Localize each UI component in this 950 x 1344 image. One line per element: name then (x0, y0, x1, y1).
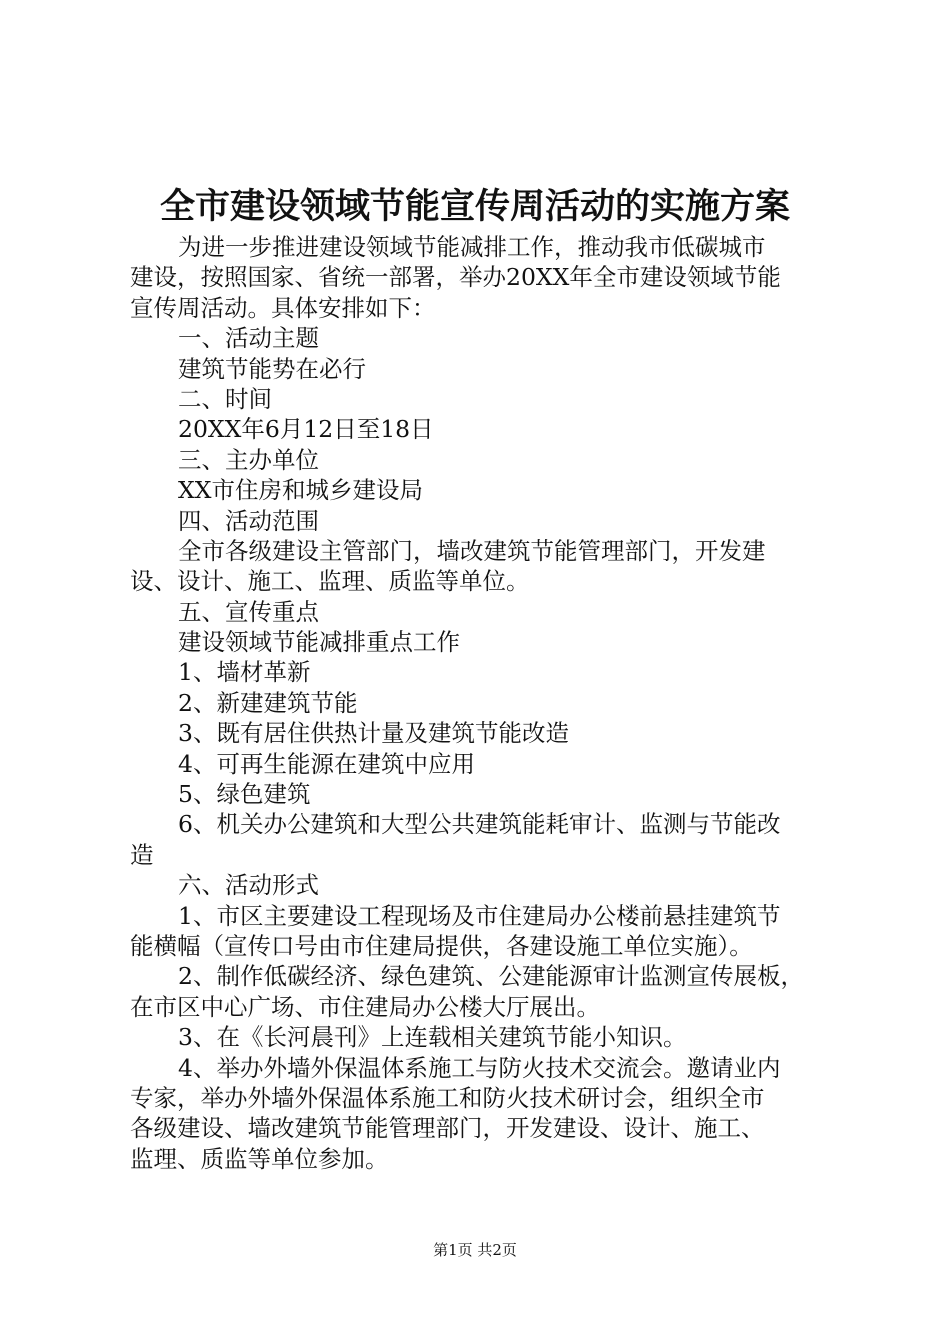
paragraph-line: 四、活动范围 (178, 506, 319, 535)
paragraph-line: 在市区中心广场、市住建局办公楼大厅展出。 (130, 992, 600, 1021)
document-body (130, 232, 830, 1174)
paragraph-line: 监理、质监等单位参加。 (130, 1144, 389, 1173)
paragraph-line: 全市各级建设主管部门，墙改建筑节能管理部门，开发建 (178, 536, 766, 565)
paragraph-line: 3、既有居住供热计量及建筑节能改造 (178, 719, 569, 748)
paragraph-line: 各级建设、墙改建筑节能管理部门，开发建设、设计、施工、 (130, 1114, 765, 1143)
paragraph-line: 建设领域节能减排重点工作 (178, 628, 460, 657)
paragraph-line: 3、在《长河晨刊》上连载相关建筑节能小知识。 (178, 1023, 687, 1052)
paragraph-line: 宣传周活动。具体安排如下： (130, 293, 436, 322)
paragraph-line: 一、活动主题 (178, 324, 319, 353)
document-title: 全市建设领域节能宣传周活动的实施方案 (159, 187, 790, 227)
paragraph-line: 能横幅（宣传口号由市住建局提供，各建设施工单位实施）。 (130, 931, 753, 960)
paragraph-line: 专家，举办外墙外保温体系施工和防火技术研讨会，组织全市 (130, 1083, 765, 1112)
paragraph-line: 设、设计、施工、监理、质监等单位。 (130, 567, 530, 596)
paragraph-line: XX市住房和城乡建设局 (178, 476, 423, 505)
page-footer: 第1页 共2页 (433, 1241, 517, 1259)
paragraph-line: 建设，按照国家、省统一部署，举办20XX年全市建设领域节能 (130, 263, 781, 292)
paragraph-line: 2、新建建筑节能 (178, 688, 358, 717)
paragraph-line: 造 (130, 840, 154, 869)
paragraph-line: 6、机关办公建筑和大型公共建筑能耗审计、监测与节能改 (178, 810, 781, 839)
paragraph-line: 建筑节能势在必行 (178, 354, 366, 383)
paragraph-line: 5、绿色建筑 (178, 780, 311, 809)
paragraph-line: 六、活动形式 (178, 871, 319, 900)
paragraph-line: 三、主办单位 (178, 445, 319, 474)
paragraph-line: 五、宣传重点 (178, 597, 319, 626)
paragraph-line: 4、举办外墙外保温体系施工与防火技术交流会。邀请业内 (178, 1053, 781, 1082)
paragraph-line: 1、市区主要建设工程现场及市住建局办公楼前悬挂建筑节 (178, 901, 781, 930)
paragraph-line: 20XX年6月12日至18日 (178, 415, 434, 444)
paragraph-line: 2、制作低碳经济、绿色建筑、公建能源审计监测宣传展板， (178, 962, 804, 991)
paragraph-line: 1、墙材革新 (178, 658, 311, 687)
paragraph-line: 为进一步推进建设领域节能减排工作，推动我市低碳城市 (178, 233, 766, 261)
paragraph-line: 二、时间 (178, 384, 272, 413)
paragraph-line: 4、可再生能源在建筑中应用 (178, 749, 475, 778)
